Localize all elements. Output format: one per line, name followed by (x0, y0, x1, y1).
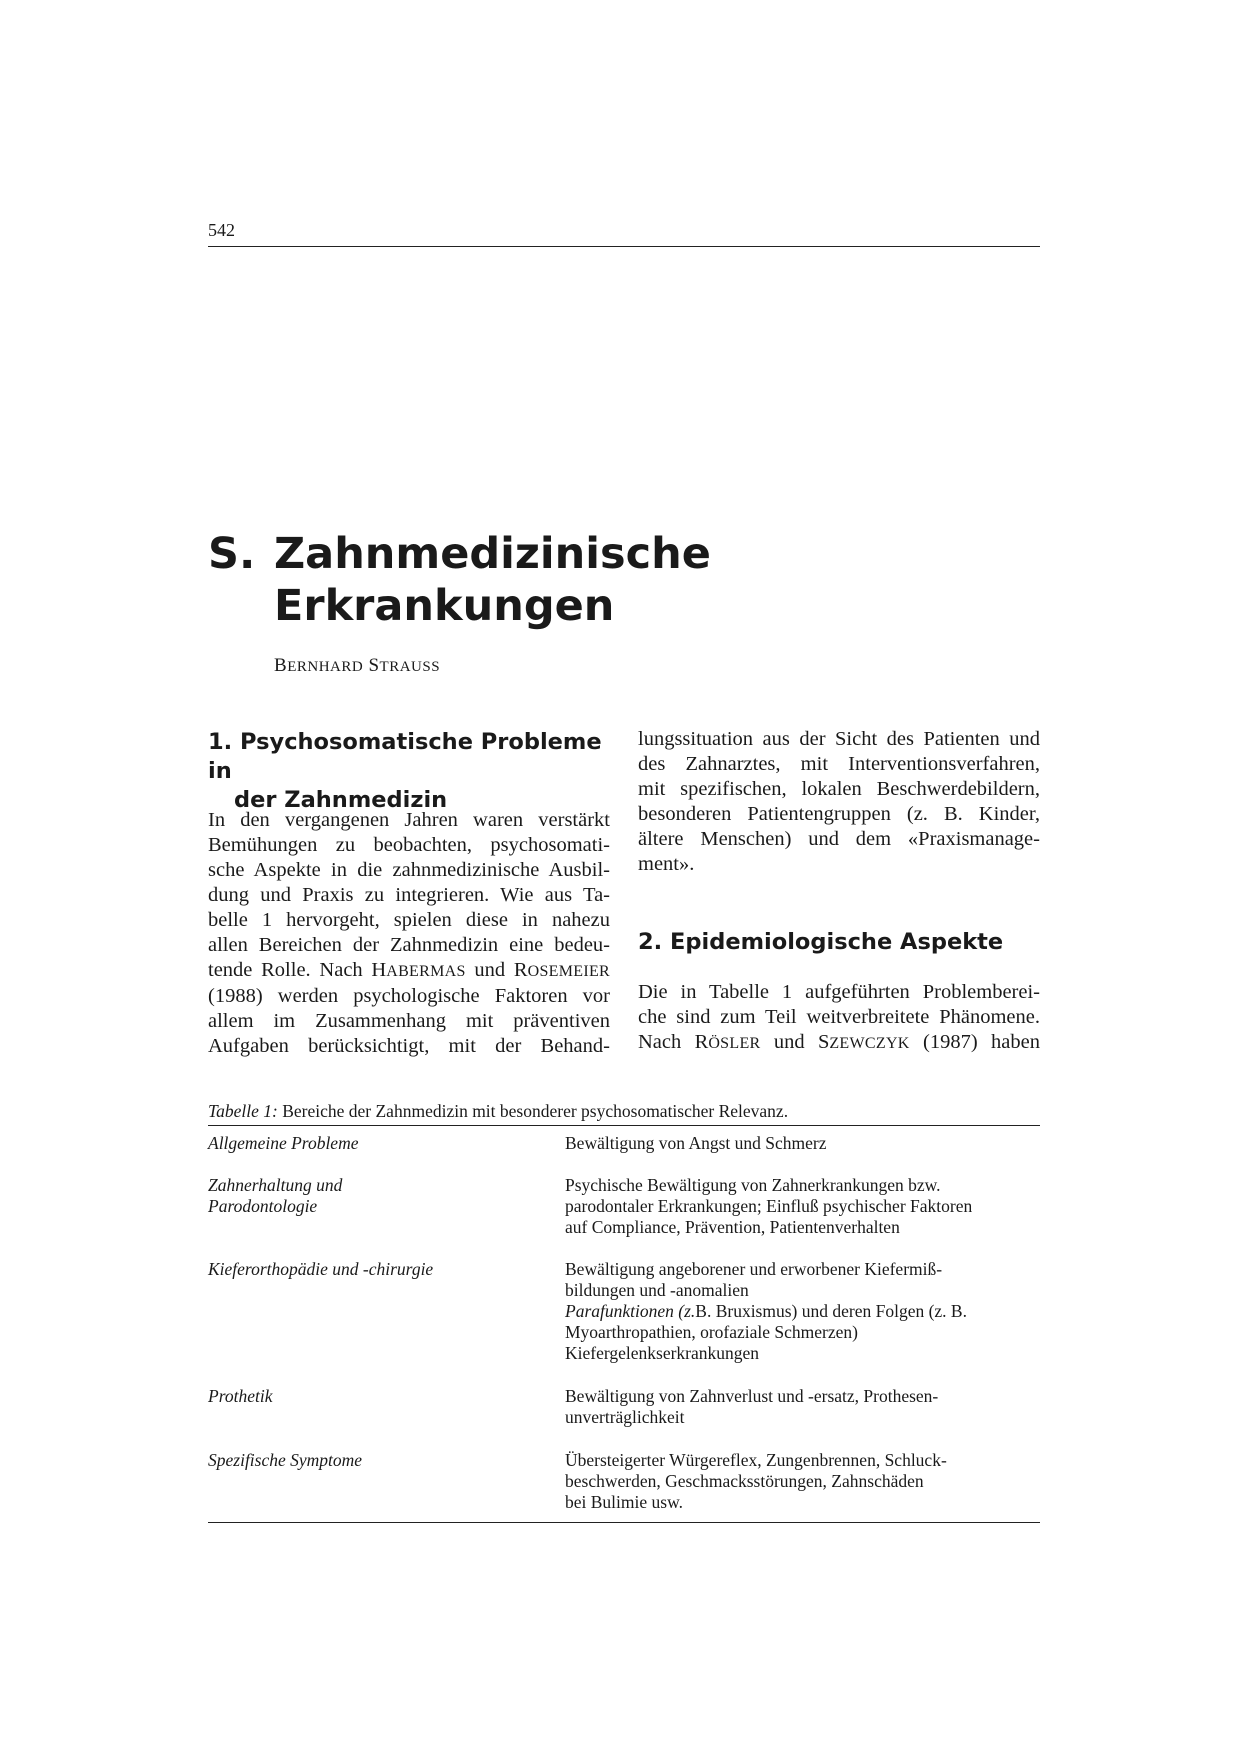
citation-author: S (817, 1031, 830, 1053)
chapter-number: S. (208, 529, 256, 579)
body-line: Bemühungen zu beobachten, psychosomati- (208, 834, 610, 856)
table-description: Bewältigung angeborener und erworbener Kiefermiß- bildungen und -anomalien Parafunktionen (z.B. Bruxismus) und deren Folgen (z. B. Myoarthropathien, orofaziale Schmerzen) Kiefergelenkserkrankungen (565, 1259, 967, 1363)
body-line: dung und Praxis zu integrieren. Wie aus Ta- (208, 884, 610, 906)
author-first-rest: ERNHARD (287, 659, 364, 675)
section2-heading: 2. Epidemiologische Aspekte (638, 929, 1004, 955)
citation-author: R (513, 959, 528, 981)
table-top-rule (208, 1125, 1040, 1126)
text: tende Rolle. Nach (208, 959, 372, 981)
citation-author: ÖSLER (708, 1035, 761, 1052)
body-line: mit spezifischen, lokalen Beschwerdebildern, (638, 778, 1040, 800)
author-last-rest: TRAUSS (379, 659, 441, 675)
section1-body (208, 808, 610, 1059)
table-category: Zahnerhaltung und Parodontologie (208, 1175, 343, 1216)
body-line: besonderen Patientengruppen (z. B. Kinder, (638, 803, 1040, 825)
author-name (274, 655, 440, 677)
table-description: Bewältigung von Angst und Schmerz (565, 1133, 827, 1153)
right-column-body (638, 727, 1040, 877)
body-line-citation (638, 1030, 1040, 1056)
table-description: Übersteigerter Würgereflex, Zungenbrennen, Schluck- beschwerden, Geschmacksstörungen, Zahnschäden bei Bulimie usw. (565, 1450, 947, 1512)
text: und (760, 1031, 818, 1053)
body-line: In den vergangenen Jahren waren verstärkt (208, 809, 610, 831)
body-line: lungssituation aus der Sicht des Patienten und (638, 728, 1040, 750)
citation-author: OSEMEIER (527, 963, 610, 980)
table-caption-text: Bereiche der Zahnmedizin mit besonderer psychosomatischer Relevanz. (277, 1101, 789, 1121)
section1-heading-line1: 1. Psychosomatische Probleme in (208, 729, 602, 784)
citation-author: ZEWCZYK (829, 1035, 910, 1052)
table-category: Spezifische Symptome (208, 1450, 363, 1470)
body-line: allen Bereichen der Zahnmedizin eine bedeu- (208, 934, 610, 956)
author-first-initial: B (274, 655, 288, 676)
italic-term: Parafunktionen (z. (565, 1301, 696, 1321)
table-description: Bewältigung von Zahnverlust und -ersatz, Prothesen- unverträglichkeit (565, 1386, 939, 1427)
body-line: che sind zum Teil weitverbreitete Phänomene. (638, 1006, 1040, 1028)
table-bottom-rule (208, 1522, 1040, 1523)
section1-heading-line2: der Zahnmedizin (234, 787, 448, 813)
header-rule (208, 246, 1040, 247)
table-description: Psychische Bewältigung von Zahnerkrankungen bzw. parodontaler Erkrankungen; Einfluß psychischer Faktoren auf Compliance, Prävention, Patientenverhalten (565, 1175, 973, 1237)
citation-author: ABERMAS (386, 963, 466, 980)
chapter-title-line2: Erkrankungen (274, 581, 615, 631)
chapter-title-line1: Zahnmedizinische (274, 529, 711, 579)
author-last-initial: S (368, 655, 380, 676)
text: (1987) haben (909, 1031, 1040, 1053)
table-category: Allgemeine Probleme (208, 1133, 359, 1153)
citation-author: R (694, 1031, 709, 1053)
section1-heading (208, 728, 628, 815)
text: und (465, 959, 514, 981)
body-line: Aufgaben berücksichtigt, mit der Behand- (208, 1035, 610, 1057)
body-line-citation (208, 958, 610, 984)
citation-author: H (371, 959, 387, 981)
table-category: Kieferorthopädie und -chirurgie (208, 1259, 434, 1279)
section2-body (638, 980, 1040, 1056)
chapter-title (208, 528, 711, 632)
body-line: ältere Menschen) und dem «Praxismanage- (638, 828, 1040, 850)
body-line: sche Aspekte in die zahnmedizinische Ausbil- (208, 859, 610, 881)
body-line: ment». (638, 853, 695, 875)
table-caption-label: Tabelle 1: (208, 1101, 278, 1121)
body-line: allem im Zusammenhang mit präventiven (208, 1010, 610, 1032)
body-line: des Zahnarztes, mit Interventionsverfahren, (638, 753, 1040, 775)
page-number: 542 (208, 220, 235, 240)
table-category: Prothetik (208, 1386, 273, 1406)
body-line: Die in Tabelle 1 aufgeführten Problemberei- (638, 981, 1040, 1003)
text: Nach (638, 1031, 695, 1053)
body-line: (1988) werden psychologische Faktoren vor (208, 985, 610, 1007)
body-line: belle 1 hervorgeht, spielen diese in nahezu (208, 909, 610, 931)
table-caption (208, 1101, 788, 1122)
